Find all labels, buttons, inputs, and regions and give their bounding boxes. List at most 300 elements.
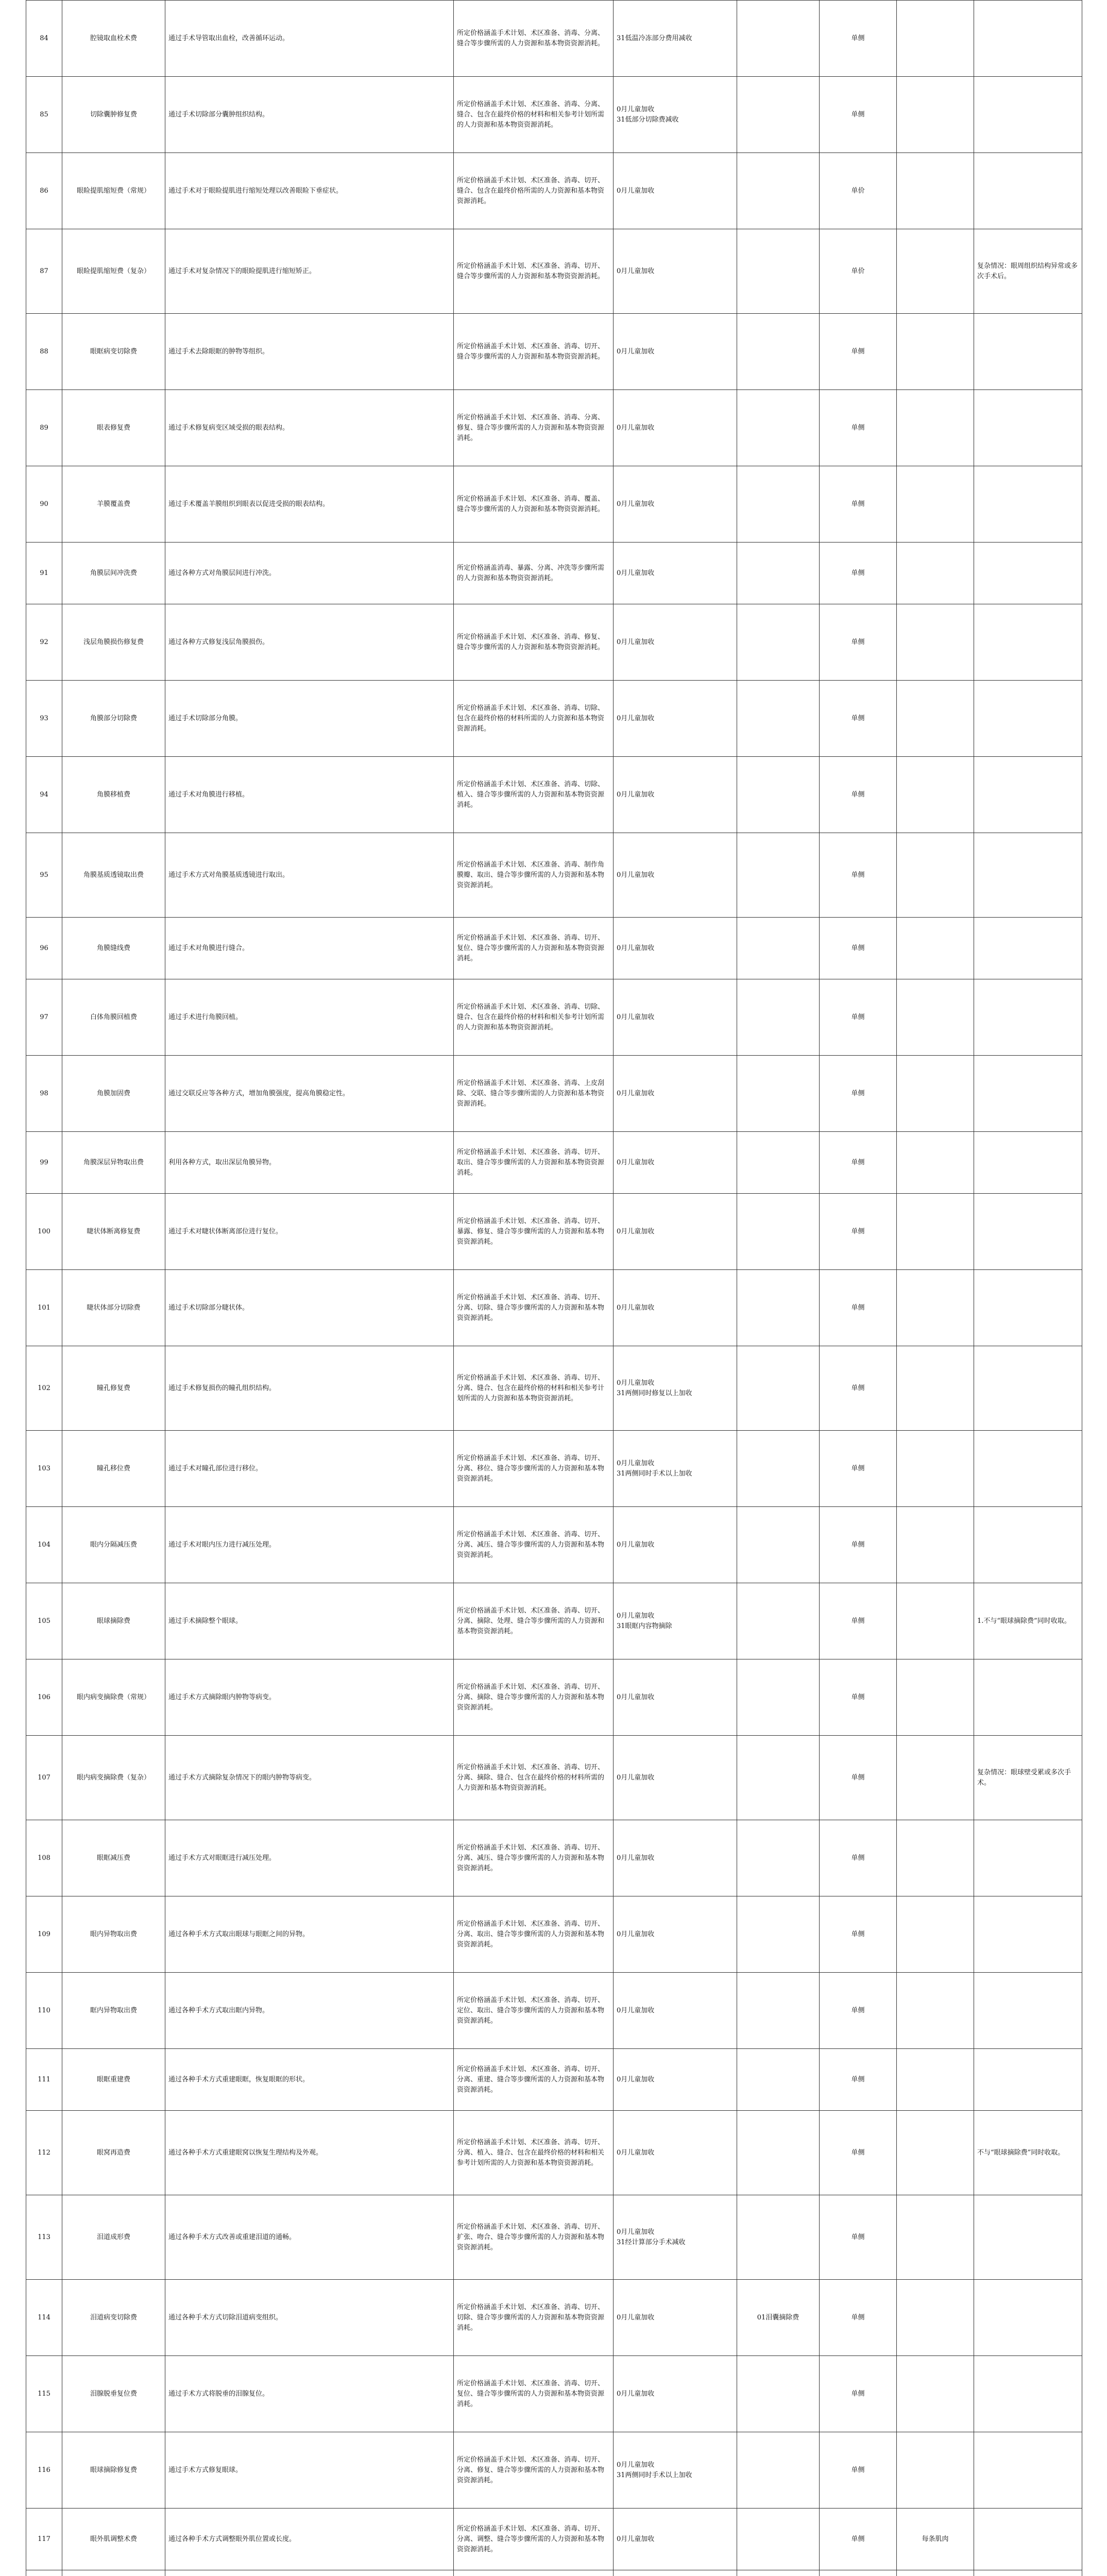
- item-remark: [974, 757, 1082, 833]
- item-remark: [974, 1194, 1082, 1270]
- item-included: 所定价格涵盖手术计划、术区准备、消毒、制作角膜瓣、取出、缝合等步骤所需的人力资源和基本物资资源消耗。: [454, 833, 614, 918]
- item-name: 眶内异物取出费: [62, 1973, 165, 2049]
- item-expand-code: [737, 2570, 820, 2576]
- item-content: 通过手术切除部分囊肿组织结构。: [165, 77, 454, 153]
- item-price-note: [897, 2570, 974, 2576]
- item-extension: 0月儿童加收 31两侧同时手术以上加收: [614, 1431, 737, 1507]
- item-content: 通过各种手术方式取出眶内异物。: [165, 1973, 454, 2049]
- item-number: 94: [26, 757, 62, 833]
- item-extension: 0月儿童加收: [614, 604, 737, 681]
- item-included: 所定价格涵盖手术计划、术区准备、消毒、切开、分离、移位、缝合等步骤所需的人力资源和基本物资资源消耗。: [454, 1431, 614, 1507]
- item-remark: [974, 2432, 1082, 2509]
- item-name: 眼球摘除修复费: [62, 2432, 165, 2509]
- item-expand-code: [737, 604, 820, 681]
- item-content: 通过手术对于眼睑提肌进行缩短处理以改善眼睑下垂症状。: [165, 153, 454, 229]
- item-extension: 0月儿童加收: [614, 2111, 737, 2195]
- table-row: [26, 1056, 1082, 1132]
- item-expand-code: [737, 2509, 820, 2570]
- item-remark: [974, 466, 1082, 543]
- item-content: 通过手术方式对眼眶进行减压处理。: [165, 1820, 454, 1896]
- item-number: 99: [26, 1132, 62, 1194]
- item-expand-code: [737, 1, 820, 77]
- item-price-note: [897, 1896, 974, 1973]
- table-row: [26, 1431, 1082, 1507]
- item-remark: [974, 1659, 1082, 1736]
- table-row: [26, 2356, 1082, 2432]
- item-extension: 0月儿童加收: [614, 757, 737, 833]
- item-expand-code: [737, 1583, 820, 1659]
- item-included: 所定价格涵盖手术计划、术区准备、消毒、切开、缝合等步骤所需的人力资源和基本物资资源消耗。: [454, 314, 614, 390]
- item-price-note: [897, 1431, 974, 1507]
- item-expand-code: [737, 1973, 820, 2049]
- item-name: 角膜缝线费: [62, 918, 165, 979]
- price-table-container: [26, 0, 1082, 2576]
- item-name: 眼睑提肌缩短费（常规）: [62, 153, 165, 229]
- item-remark: [974, 1270, 1082, 1346]
- item-extension: 0月儿童加收 31眼眶内容物摘除: [614, 1583, 737, 1659]
- item-included: 所定价格涵盖手术计划、术区准备、消毒、切开、分离、重建、缝合等步骤所需的人力资源和基本物资资源消耗。: [454, 2049, 614, 2111]
- item-number: 100: [26, 1194, 62, 1270]
- table-row: [26, 229, 1082, 314]
- item-remark: 不与“眼球摘除费”同时收取。: [974, 2111, 1082, 2195]
- item-extension: 0月儿童加收: [614, 2356, 737, 2432]
- item-unit: 单侧: [820, 681, 897, 757]
- item-included: 所定价格涵盖手术计划、术区准备、消毒、切开、分离、调整、缝合等步骤所需的人力资源和基本物资资源消耗。: [454, 2509, 614, 2570]
- item-unit: 单侧: [820, 1507, 897, 1583]
- item-remark: [974, 390, 1082, 466]
- item-name: 切除囊肿修复费: [62, 77, 165, 153]
- table-row: [26, 681, 1082, 757]
- item-number: 112: [26, 2111, 62, 2195]
- item-price-note: [897, 1820, 974, 1896]
- item-remark: [974, 1507, 1082, 1583]
- item-name: 角膜加固费: [62, 1056, 165, 1132]
- item-remark: [974, 918, 1082, 979]
- item-remark: [974, 1896, 1082, 1973]
- item-included: 所定价格涵盖手术计划、术区准备、消毒、切除、缝合、包含在最终价格的材料和相关参考计划所需的人力资源和基本物资资源消耗。: [454, 979, 614, 1056]
- item-extension: 31低温冷冻部分费用减收: [614, 1, 737, 77]
- item-number: 90: [26, 466, 62, 543]
- item-remark: [974, 979, 1082, 1056]
- item-unit: 单侧: [820, 1056, 897, 1132]
- item-included: 所定价格涵盖手术计划、术区准备、消毒、切开、分离、取出、缝合等步骤所需的人力资源和基本物资资源消耗。: [454, 1896, 614, 1973]
- item-extension: 0月儿童加收: [614, 681, 737, 757]
- item-content: 通过手术导管取出血栓，改善循环运动。: [165, 1, 454, 77]
- item-price-note: [897, 543, 974, 604]
- item-name: 眼眶病变切除费: [62, 314, 165, 390]
- item-content: 通过手术切除部分角膜。: [165, 681, 454, 757]
- item-expand-code: [737, 1056, 820, 1132]
- item-expand-code: [737, 1896, 820, 1973]
- table-row: [26, 1583, 1082, 1659]
- item-content: 通过各种手术方式改善或重建泪道的通畅。: [165, 2195, 454, 2280]
- table-row: [26, 543, 1082, 604]
- item-unit: 单侧: [820, 757, 897, 833]
- item-remark: [974, 77, 1082, 153]
- item-expand-code: [737, 2111, 820, 2195]
- item-price-note: [897, 1132, 974, 1194]
- item-unit: 单侧: [820, 1346, 897, 1431]
- item-number: 116: [26, 2432, 62, 2509]
- item-number: 91: [26, 543, 62, 604]
- item-unit: 单侧: [820, 77, 897, 153]
- item-price-note: [897, 1194, 974, 1270]
- item-extension: 0月儿童加收: [614, 918, 737, 979]
- item-price-note: [897, 918, 974, 979]
- item-unit: 单侧: [820, 979, 897, 1056]
- item-name: 腔镜取血栓术费: [62, 1, 165, 77]
- item-price-note: [897, 1270, 974, 1346]
- item-extension: 0月儿童加收: [614, 1820, 737, 1896]
- item-content: 利用各种方式，取出深层角膜异物。: [165, 1132, 454, 1194]
- item-expand-code: [737, 466, 820, 543]
- item-number: 89: [26, 390, 62, 466]
- item-price-note: [897, 2049, 974, 2111]
- item-unit: 单侧: [820, 2049, 897, 2111]
- table-row: [26, 2195, 1082, 2280]
- table-row: [26, 466, 1082, 543]
- item-included: 所定价格涵盖手术计划、术区准备、消毒、分离、缝合等步骤所需的人力资源和基本物资资源消耗。: [454, 1, 614, 77]
- item-expand-code: [737, 1736, 820, 1820]
- item-number: 96: [26, 918, 62, 979]
- item-remark: [974, 1346, 1082, 1431]
- item-price-note: [897, 1583, 974, 1659]
- item-number: 107: [26, 1736, 62, 1820]
- item-price-note: [897, 681, 974, 757]
- item-name: 眼内异物取出费: [62, 1896, 165, 1973]
- item-remark: [974, 604, 1082, 681]
- item-remark: [974, 2280, 1082, 2356]
- item-price-note: [897, 153, 974, 229]
- item-unit: 单侧: [820, 1973, 897, 2049]
- item-name: 眼内病变摘除费（复杂）: [62, 1736, 165, 1820]
- table-row: [26, 1973, 1082, 2049]
- item-unit: 单侧: [820, 543, 897, 604]
- item-included: 所定价格涵盖手术计划、术区准备、消毒、切开、分离、植入、缝合、包含在最终价格的材料和相关参考计划所需的人力资源和基本物资资源消耗。: [454, 2111, 614, 2195]
- item-included: 所定价格涵盖手术计划、术区准备、消毒、切除、植入、缝合等步骤所需的人力资源和基本物资资源消耗。: [454, 757, 614, 833]
- item-number: 111: [26, 2049, 62, 2111]
- item-price-note: [897, 757, 974, 833]
- item-unit: 单侧: [820, 314, 897, 390]
- item-expand-code: [737, 681, 820, 757]
- item-content: 通过各种方式修复浅层角膜损伤。: [165, 604, 454, 681]
- table-row: [26, 1507, 1082, 1583]
- item-name: 眼眶重建费: [62, 2049, 165, 2111]
- table-row: [26, 2509, 1082, 2570]
- item-unit: 单侧: [820, 2356, 897, 2432]
- item-number: 103: [26, 1431, 62, 1507]
- item-extension: 0月儿童加收: [614, 1270, 737, 1346]
- item-price-note: 每条肌肉: [897, 2509, 974, 2570]
- item-content: 通过手术方式将脱垂的泪腺复位。: [165, 2356, 454, 2432]
- item-content: 通过手术方式摘除眼内肿物等病变。: [165, 1659, 454, 1736]
- item-name: 睫状体断离修复费: [62, 1194, 165, 1270]
- item-extension: 0月儿童加收: [614, 2049, 737, 2111]
- item-extension: 0月儿童加收 31经计算部分手术减收: [614, 2195, 737, 2280]
- item-name: 眼睑提肌缩短费（复杂）: [62, 229, 165, 314]
- item-extension: 0月儿童加收: [614, 1056, 737, 1132]
- item-number: 102: [26, 1346, 62, 1431]
- item-content: 通过手术对复杂情况下的眼睑提肌进行缩短矫正。: [165, 229, 454, 314]
- item-included: 所定价格涵盖手术计划、术区准备、消毒、切开、取出、缝合等步骤所需的人力资源和基本物资资源消耗。: [454, 1132, 614, 1194]
- item-content: 通过各种手术方式调整眼外肌位置或长度。: [165, 2509, 454, 2570]
- item-name: 瞳孔移位费: [62, 1431, 165, 1507]
- item-expand-code: [737, 2049, 820, 2111]
- item-price-note: [897, 833, 974, 918]
- item-included: 所定价格涵盖手术计划、术区准备、消毒、分离、修复、缝合等步骤所需的人力资源和基本物资资源消耗。: [454, 390, 614, 466]
- item-remark: [974, 2509, 1082, 2570]
- item-included: 所定价格涵盖手术计划、术区准备、消毒、切开、分离、摘除、缝合、包含在最终价格的材料所需的人力资源和基本物资资源消耗。: [454, 1736, 614, 1820]
- item-name: 眼内分隔减压费: [62, 1507, 165, 1583]
- item-number: 108: [26, 1820, 62, 1896]
- item-content: 通过手术修复病变区域受损的眼表结构。: [165, 390, 454, 466]
- item-included: 所定价格涵盖手术计划、术区准备、消毒、切开、分离、摘除、处理、缝合等步骤所需的人力资源和基本物资资源消耗。: [454, 1583, 614, 1659]
- item-unit: 单侧: [820, 2280, 897, 2356]
- item-remark: [974, 681, 1082, 757]
- item-unit: 单侧: [820, 2432, 897, 2509]
- item-remark: [974, 153, 1082, 229]
- price-item-table: [26, 0, 1082, 2576]
- item-content: 通过各种手术方式重建眼窝以恢复生理结构及外观。: [165, 2111, 454, 2195]
- table-row: [26, 1194, 1082, 1270]
- item-extension: 0月儿童加收 31低部分切除费减收: [614, 77, 737, 153]
- item-expand-code: [737, 1194, 820, 1270]
- item-unit: 单侧: [820, 604, 897, 681]
- item-content: 通过手术方式修复眼球。: [165, 2432, 454, 2509]
- table-row: [26, 2280, 1082, 2356]
- item-expand-code: [737, 1270, 820, 1346]
- item-number: 95: [26, 833, 62, 918]
- table-row: [26, 2111, 1082, 2195]
- item-remark: 复杂情况：眼球壁受累或多次手术。: [974, 1736, 1082, 1820]
- item-included: [454, 2570, 614, 2576]
- item-extension: 0月儿童加收: [614, 229, 737, 314]
- item-extension: 0月儿童加收: [614, 1659, 737, 1736]
- item-expand-code: [737, 229, 820, 314]
- item-price-note: [897, 390, 974, 466]
- item-extension: 0月儿童加收: [614, 390, 737, 466]
- item-content: 通过手术方式摘除复杂情况下的眼内肿物等病变。: [165, 1736, 454, 1820]
- item-remark: [974, 2356, 1082, 2432]
- table-row: [26, 757, 1082, 833]
- item-price-note: [897, 1, 974, 77]
- item-content: 通过手术摘除整个眼球。: [165, 1583, 454, 1659]
- item-number: 110: [26, 1973, 62, 2049]
- item-remark: 1.不与“眼球摘除费”同时收取。: [974, 1583, 1082, 1659]
- item-extension: 0月儿童加收: [614, 833, 737, 918]
- item-remark: [974, 2195, 1082, 2280]
- item-unit: 单侧: [820, 2111, 897, 2195]
- item-expand-code: [737, 979, 820, 1056]
- item-content: 通过手术对瞳孔部位进行移位。: [165, 1431, 454, 1507]
- item-number: 104: [26, 1507, 62, 1583]
- item-content: 通过各种方式对角膜层间进行冲洗。: [165, 543, 454, 604]
- item-remark: [974, 2049, 1082, 2111]
- item-name: 角膜基质透镜取出费: [62, 833, 165, 918]
- item-price-note: [897, 1659, 974, 1736]
- item-unit: 单侧: [820, 2509, 897, 2570]
- table-row: [26, 1820, 1082, 1896]
- item-included: 所定价格涵盖手术计划、术区准备、消毒、切除、包含在最终价格的材料所需的人力资源和基本物资资源消耗。: [454, 681, 614, 757]
- item-remark: [974, 2570, 1082, 2576]
- item-remark: [974, 543, 1082, 604]
- item-name: 白体角膜回植费: [62, 979, 165, 1056]
- item-name: 眼眶减压费: [62, 1820, 165, 1896]
- item-extension: 0月儿童加收: [614, 1973, 737, 2049]
- item-included: 所定价格涵盖消毒、暴露、分离、冲洗等步骤所需的人力资源和基本物资资源消耗。: [454, 543, 614, 604]
- item-number: 87: [26, 229, 62, 314]
- item-number: 84: [26, 1, 62, 77]
- item-expand-code: [737, 314, 820, 390]
- item-content: 通过手术对角膜进行移植。: [165, 757, 454, 833]
- item-unit: 单侧: [820, 1896, 897, 1973]
- item-extension: 0月儿童加收: [614, 543, 737, 604]
- item-unit: 单侧: [820, 1270, 897, 1346]
- item-content: 通过手术切除部分睫状体。: [165, 1270, 454, 1346]
- item-price-note: [897, 466, 974, 543]
- item-included: 所定价格涵盖手术计划、术区准备、消毒、切开、复位、缝合等步骤所需的人力资源和基本物资资源消耗。: [454, 2356, 614, 2432]
- item-unit: 单侧: [820, 1659, 897, 1736]
- item-expand-code: [737, 833, 820, 918]
- table-row: [26, 979, 1082, 1056]
- item-extension: 0月儿童加收: [614, 1507, 737, 1583]
- item-included: 所定价格涵盖手术计划、术区准备、消毒、切开、分离、切除、缝合等步骤所需的人力资源和基本物资资源消耗。: [454, 1270, 614, 1346]
- item-included: 所定价格涵盖手术计划、术区准备、消毒、切开、定位、取出、缝合等步骤所需的人力资源和基本物资资源消耗。: [454, 1973, 614, 2049]
- item-content: 通过各种手术方式切除泪道病变组织。: [165, 2280, 454, 2356]
- item-extension: 0月儿童加收: [614, 1194, 737, 1270]
- item-price-note: [897, 1736, 974, 1820]
- item-included: 所定价格涵盖手术计划、术区准备、消毒、覆盖、缝合等步骤所需的人力资源和基本物资资源消耗。: [454, 466, 614, 543]
- item-included: 所定价格涵盖手术计划、术区准备、消毒、切开、缝合、包含在最终价格所需的人力资源和基本物资资源消耗。: [454, 153, 614, 229]
- item-included: 所定价格涵盖手术计划、术区准备、消毒、切开、暴露、修复、缝合等步骤所需的人力资源和基本物资资源消耗。: [454, 1194, 614, 1270]
- item-number: 101: [26, 1270, 62, 1346]
- item-content: 通过交联反应等各种方式，增加角膜强度，提高角膜稳定性。: [165, 1056, 454, 1132]
- table-row: [26, 2432, 1082, 2509]
- item-unit: 单价: [820, 229, 897, 314]
- item-number: 97: [26, 979, 62, 1056]
- item-name: 眼窝再造费: [62, 2111, 165, 2195]
- item-price-note: [897, 2356, 974, 2432]
- item-included: 所定价格涵盖手术计划、术区准备、消毒、切开、分离、缝合、包含在最终价格的材料和相关参考计划所需的人力资源和基本物资资源消耗。: [454, 1346, 614, 1431]
- table-row: [26, 153, 1082, 229]
- item-expand-code: [737, 2195, 820, 2280]
- table-row: [26, 314, 1082, 390]
- item-expand-code: [737, 543, 820, 604]
- item-number: 98: [26, 1056, 62, 1132]
- item-extension: 0月儿童加收: [614, 466, 737, 543]
- item-content: 通过手术对角膜进行缝合。: [165, 918, 454, 979]
- item-expand-code: [737, 390, 820, 466]
- item-remark: [974, 314, 1082, 390]
- item-content: 通过各种手术方式重建眼眶，恢复眼眶的形状。: [165, 2049, 454, 2111]
- table-row: [26, 1346, 1082, 1431]
- item-remark: 复杂情况：眼周组织结构异常或多次手术后。: [974, 229, 1082, 314]
- item-expand-code: [737, 2432, 820, 2509]
- item-content: 通过手术对睫状体断离部位进行复位。: [165, 1194, 454, 1270]
- item-included: 所定价格涵盖手术计划、术区准备、消毒、上皮刮除、交联、缝合等步骤所需的人力资源和基本物资资源消耗。: [454, 1056, 614, 1132]
- item-content: 通过手术对眼内压力进行减压处理。: [165, 1507, 454, 1583]
- item-name: 眼内病变摘除费（常规）: [62, 1659, 165, 1736]
- table-row: [26, 1896, 1082, 1973]
- item-number: 92: [26, 604, 62, 681]
- item-name: 泪腺脱垂复位费: [62, 2356, 165, 2432]
- item-unit: [820, 2570, 897, 2576]
- item-unit: 单侧: [820, 2195, 897, 2280]
- item-name: 角膜深层异物取出费: [62, 1132, 165, 1194]
- item-number: 115: [26, 2356, 62, 2432]
- item-included: 所定价格涵盖手术计划、术区准备、消毒、切开、复位、缝合等步骤所需的人力资源和基本物资资源消耗。: [454, 918, 614, 979]
- item-unit: 单侧: [820, 466, 897, 543]
- item-price-note: [897, 2432, 974, 2509]
- item-name: 浅层角膜损伤修复费: [62, 604, 165, 681]
- item-included: 所定价格涵盖手术计划、术区准备、消毒、修复、缝合等步骤所需的人力资源和基本物资资源消耗。: [454, 604, 614, 681]
- item-number: 86: [26, 153, 62, 229]
- table-row: [26, 2049, 1082, 2111]
- item-number: 109: [26, 1896, 62, 1973]
- item-remark: [974, 1132, 1082, 1194]
- item-unit: 单侧: [820, 918, 897, 979]
- item-unit: 单侧: [820, 1820, 897, 1896]
- item-included: 所定价格涵盖手术计划、术区准备、消毒、切开、分离、减压、缝合等步骤所需的人力资源和基本物资资源消耗。: [454, 1820, 614, 1896]
- item-price-note: [897, 1346, 974, 1431]
- item-price-note: [897, 979, 974, 1056]
- item-content: 通过手术去除眼眶的肿物等组织。: [165, 314, 454, 390]
- item-name: 羊膜覆盖费: [62, 466, 165, 543]
- item-content: 通过手术覆盖羊膜组织到眼表以促进受损的眼表结构。: [165, 466, 454, 543]
- item-included: 所定价格涵盖手术计划、术区准备、消毒、切开、分离、减压、缝合等步骤所需的人力资源和基本物资资源消耗。: [454, 1507, 614, 1583]
- item-expand-code: [737, 2356, 820, 2432]
- item-expand-code: 01泪囊摘除费: [737, 2280, 820, 2356]
- item-extension: 0月儿童加收: [614, 314, 737, 390]
- item-unit: 单侧: [820, 1194, 897, 1270]
- item-price-note: [897, 2280, 974, 2356]
- item-unit: 单侧: [820, 1583, 897, 1659]
- item-name: 泪道成形费: [62, 2195, 165, 2280]
- item-extension: 0月儿童加收 31两侧同时手术以上加收: [614, 2432, 737, 2509]
- item-name: [62, 2570, 165, 2576]
- item-name: 眼球摘除费: [62, 1583, 165, 1659]
- table-row: [26, 1736, 1082, 1820]
- item-extension: 0月儿童加收: [614, 1896, 737, 1973]
- item-extension: 0月儿童加收: [614, 1736, 737, 1820]
- item-unit: 单侧: [820, 833, 897, 918]
- item-remark: [974, 1820, 1082, 1896]
- item-included: 所定价格涵盖手术计划、术区准备、消毒、切开、分离、摘除、缝合等步骤所需的人力资源和基本物资资源消耗。: [454, 1659, 614, 1736]
- item-included: 所定价格涵盖手术计划、术区准备、消毒、切开、分离、修复、缝合等步骤所需的人力资源和基本物资资源消耗。: [454, 2432, 614, 2509]
- item-number: 106: [26, 1659, 62, 1736]
- item-unit: 单价: [820, 153, 897, 229]
- item-content: 通过各种手术方式取出眼球与眼眶之间的异物。: [165, 1896, 454, 1973]
- item-number: 88: [26, 314, 62, 390]
- item-price-note: [897, 2195, 974, 2280]
- table-row: [26, 918, 1082, 979]
- item-content: 通过手术进行角膜回植。: [165, 979, 454, 1056]
- item-content: 通过手术修复损伤的瞳孔组织结构。: [165, 1346, 454, 1431]
- table-row: [26, 604, 1082, 681]
- table-row: [26, 833, 1082, 918]
- item-expand-code: [737, 757, 820, 833]
- item-extension: [614, 2570, 737, 2576]
- item-expand-code: [737, 1431, 820, 1507]
- table-row: [26, 2570, 1082, 2576]
- table-row: [26, 390, 1082, 466]
- item-expand-code: [737, 1507, 820, 1583]
- item-name: 角膜部分切除费: [62, 681, 165, 757]
- item-expand-code: [737, 1820, 820, 1896]
- item-expand-code: [737, 918, 820, 979]
- item-name: 眼表修复费: [62, 390, 165, 466]
- item-included: 所定价格涵盖手术计划、术区准备、消毒、切开、缝合等步骤所需的人力资源和基本物资资源消耗。: [454, 229, 614, 314]
